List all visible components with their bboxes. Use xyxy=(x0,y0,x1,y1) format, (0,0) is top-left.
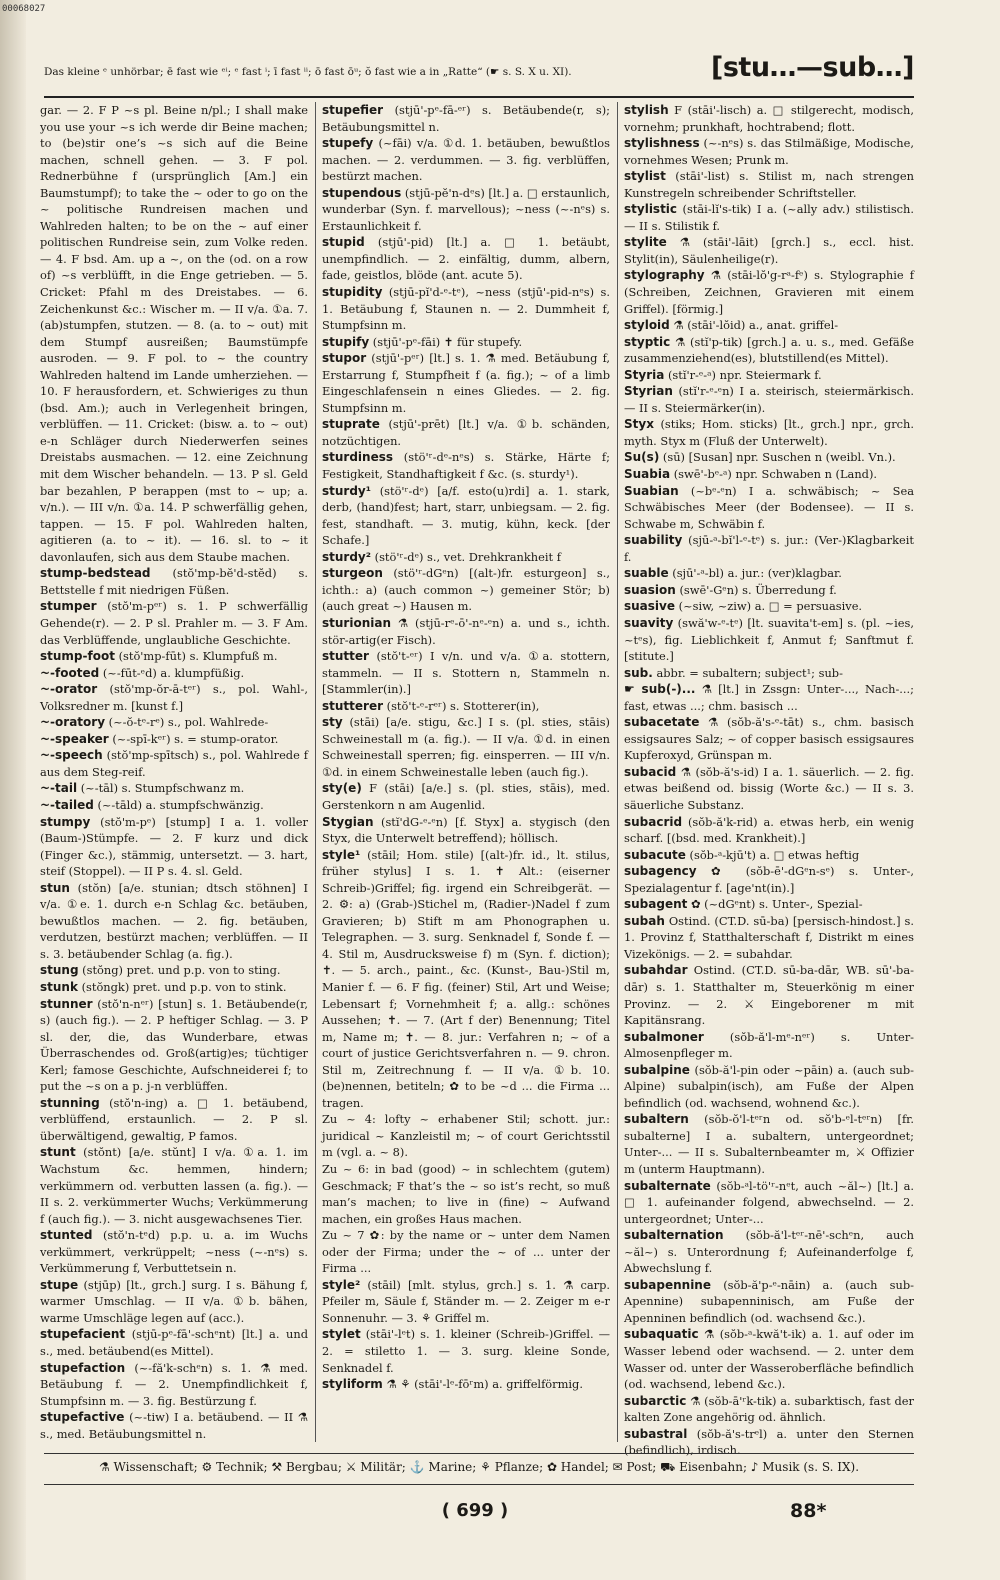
entry-definition: (stĭ'r-ᵉ-ᵃ) npr. Steiermark f. xyxy=(664,367,822,382)
column-2 xyxy=(322,102,610,1442)
dictionary-entry xyxy=(624,615,914,665)
entry-definition: (sŏb-ă'p-ᵉ-nāin) a. (auch sub-Apennine) subapenninisch, am Fuße der Apenninen befindlich (od. wachsend &c.). xyxy=(624,1277,914,1325)
entry-definition: ⚗ (sŏb-ă's-ᵉ-tāt) s., chm. basisch essigsaures Salz; ~ of copper basisch essigsaures Kupferoxyd, Grünspan m. xyxy=(624,715,914,763)
dictionary-entry xyxy=(322,714,610,780)
headword: ~-footed xyxy=(40,665,100,680)
entry-definition: (stŏ'n-ing) a. □ 1. betäubend, verblüffend, erstaunlich. — 2. P sl. überwältigend, gewaltig, P famos. xyxy=(40,1095,308,1143)
dictionary-entry xyxy=(624,416,914,449)
dictionary-entry xyxy=(624,317,914,334)
dictionary-entry xyxy=(322,449,610,482)
entry-definition: (stjū'-pᵉʳ) [lt.] s. 1. ⚗ med. Betäubung f, Erstarrung f, Stumpfheit f (a. fig.); ~ of a limb Eingeschlafensein n eines Gliedes. — 2. fig. Stumpfsinn m. xyxy=(322,351,610,415)
entry-definition: (stö'ʳ-dᵉ-nᵉs) s. Stärke, Härte f; Festigkeit, Standhaftigkeit f &c. (s. sturdy¹). xyxy=(322,450,610,482)
dictionary-entry xyxy=(40,648,308,665)
dictionary-entry xyxy=(624,483,914,533)
headword: stutter xyxy=(322,649,369,664)
headword: stunning xyxy=(40,1095,100,1110)
headword: stutterer xyxy=(322,698,384,713)
dictionary-entry xyxy=(322,780,610,813)
header-rule xyxy=(44,96,914,98)
dictionary-entry xyxy=(624,714,914,764)
entry-definition: (~-spī-kᵉʳ) s. = stump-orator. xyxy=(108,731,279,746)
entry-definition: (stŏngk) pret. und p.p. von to stink. xyxy=(77,979,287,994)
headword: subalmoner xyxy=(624,1029,704,1044)
dictionary-entry xyxy=(624,598,914,615)
dictionary-entry xyxy=(40,1144,308,1227)
entry-definition: Zu ~ 4: lofty ~ erhabener Stil; schott. jur.: juridical ~ Kanzleistil m; ~ of court Gerichtsstil m (vgl. a. ~ 8). xyxy=(322,1112,610,1160)
headword: stupefaction xyxy=(40,1360,126,1375)
dictionary-entry xyxy=(322,648,610,698)
headword: stump-bedstead xyxy=(40,566,151,581)
headword: stupefy xyxy=(322,136,374,151)
dictionary-entry xyxy=(624,383,914,416)
headword: stunk xyxy=(40,979,78,994)
dictionary-entry xyxy=(624,1111,914,1177)
dictionary-entry xyxy=(40,1326,308,1359)
entry-definition: (sŏb-ᵃ-kjū't) a. □ etwas heftig xyxy=(685,847,860,862)
entry-definition: (sŏb-ă'l-pin oder ~pāin) a. (auch sub-Alpine) subalpin(isch), am Fuße der Alpen befindlich (od. wachsend, wohnend &c.). xyxy=(624,1062,914,1110)
headword: suasive xyxy=(624,599,675,614)
entry-definition: ⚗ (stĭ'p-tik) [grch.] a. u. s., med. Gefäße zusammenziehend(es), blutstillend(es Mittel). xyxy=(624,334,914,366)
headword: stupe xyxy=(40,1277,79,1292)
column-1 xyxy=(40,102,308,1442)
entry-definition: ⚗ (sŏb-ă's-id) I a. 1. säuerlich. — 2. fig. etwas beißend od. bissig (Worte &c.) — II s. 3. säuerliche Substanz. xyxy=(624,764,914,812)
entry-definition: (stŏn) [a/e. stunian; dtsch stöhnen] I v/a. ①e. 1. durch e-n Schlag &c. betäuben, bewußtlos machen. — 2. fig. betäuben, verdutzen, bestürzt machen; verblüffen. — II s. 3. betäubender Schlag (a. fig.). xyxy=(40,880,308,961)
entry-definition: ⚗ (stāi'-lāit) [grch.] s., eccl. hist. Stylit(in), Säulenheilige(r). xyxy=(624,235,914,266)
entry-definition: abbr. = subaltern; subject¹; sub- xyxy=(652,665,843,680)
headword: subarctic xyxy=(624,1393,687,1408)
dictionary-entry xyxy=(40,665,308,682)
headword: subacetate xyxy=(624,715,700,730)
page-header xyxy=(44,52,914,92)
headword: ~-speech xyxy=(40,748,103,763)
dictionary-entry xyxy=(624,466,914,483)
entry-definition: (stö'ʳ-dᵉ) s., vet. Drehkrankheit f xyxy=(371,549,561,564)
entry-definition: (stŏ'm-pᵉ) [stump] I a. 1. voller (Baum-)Stümpfe. — 2. F kurz und dick (Finger &c.), stämmig, untersetzt. — 3. hart, steif (Stoppel). — II P s. 4. sl. Geld. xyxy=(40,814,308,879)
headword: Suabia xyxy=(624,467,671,482)
entry-definition: (stŏ'mp-fūt) s. Klumpfuß m. xyxy=(114,649,278,664)
dictionary-entry xyxy=(624,367,914,384)
headword: ☛ sub(-)... xyxy=(624,682,696,697)
entry-definition: ✿ (sŏb-ē'-dGᵉn-sᵉ) s. Unter-, Spezialagentur f. [age'nt(in).] xyxy=(624,864,914,895)
dictionary-entry xyxy=(322,1111,610,1161)
entry-definition: gar. — 2. F P ~s pl. Beine n/pl.; I shall make you use your ~s ich werde dir Beine machen; to (be)stir one’s ~s sich auf die Beine machen, schnell gehen. — 3. F pol. Rednerbühne f (ursprünglich [Am.] ein Baumstumpf); to take the ~ oder to go on the ~ politische Rundreisen machen und Wahlreden halten; to be on the ~ auf einer politischen Rundreise sein, zum Volke reden. — 4. F bsd. Am. up a ~, on the (od. on a row of) ~s verblüfft, in die Enge getrieben. — 5. Cricket: Pfahl m des Dreistabes. — 6. Zeichenkunst &c.: Wischer m. — II v/a. ①a. 7. (ab)stumpfen, stutzen. — 8. (a. to ~ out) mit dem Stumpf ausreißen; Baumstümpfe ausroden. — 9. F pol. to ~ the country Wahlreden haltend im Lande umherziehen. — 10. F herausfordern, et. Schwieriges zu thun (bsd. Am.); auch in Verlegenheit bringen, verblüffen. — 11. Cricket: (bisw. a. to ~ out) e-n Schläger durch Niederwerfen seines Dreistabs ausmachen. — 12. eine Zeichnung mit dem Wischer behandeln. — 13. P sl. Geld bar bezahlen, P berappen (mst to ~ up; a. v/n.). — III v/n. ①a. 14. P schwerfällig gehen, tappen. — 15. F pol. Wahlreden halten, agitieren (a. to ~ it). — 16. sl. to ~ it davonlaufen, sich aus dem Staube machen. xyxy=(40,103,308,564)
entry-definition: (stāi) [a/e. stigu, &c.] I s. (pl. sties, stāis) Schweinestall m (a. fig.). — II v/a. ①d. in einen Schweinestall sperren; fig. einsperren. — III v/n. ①d. in einem Schweinestalle leben (auch fig.). xyxy=(322,715,610,779)
dictionary-entry xyxy=(40,814,308,880)
dictionary-entry xyxy=(322,135,610,185)
entry-definition: (~-fūt-ᵉd) a. klumpfüßig. xyxy=(99,665,245,680)
headword: subalternate xyxy=(624,1178,711,1193)
pronunciation-key: Das kleine ᵉ unhörbar; ē fast wie ᵉⁱ; ᵉ fast ⁱ; ī fast ⁱⁱ; ō fast ōᵘ; ŏ fast wie a in „Ratte“ (☛ s. S. X u. XI). xyxy=(44,66,572,78)
headword: ~-tailed xyxy=(40,797,94,812)
headword: style¹ xyxy=(322,847,361,862)
entry-definition: (stāi-lĭ's-tik) I a. (~ally adv.) stilistisch. — II s. Stilistik f. xyxy=(624,202,914,233)
entry-definition: (sjū'-ᵃ-bl) a. jur.: (ver)klagbar. xyxy=(668,566,842,581)
headword: styptic xyxy=(624,334,671,349)
signature-mark: 88* xyxy=(790,1500,827,1522)
entry-definition: (stjū'-pᵉ-fā-ᵉʳ) s. Betäubende(r, s); Betäubungsmittel n. xyxy=(322,103,610,134)
entry-definition: (sŏb-ᵃl-tö'ʳ-nᵉt, auch ~ăl~) [lt.] a. □ 1. aufeinander folgend, abwechselnd. — 2. untergeordnet; Unter-... xyxy=(624,1178,914,1226)
entry-definition: (swă'w-ᵉ-tᵉ) [lt. suavita't-em] s. (pl. ~ies, ~tᵉs), fig. Lieblichkeit f, Anmut f; Sanftmut f. [stitute.] xyxy=(624,615,914,664)
entry-definition: (~-nᵉs) s. das Stilmäßige, Modische, vornehmes Wesen; Prunk m. xyxy=(624,136,914,167)
dictionary-entry xyxy=(322,102,610,135)
footer-rule xyxy=(44,1484,914,1485)
headword: stunt xyxy=(40,1145,76,1160)
entry-definition: (stāi'-list) s. Stilist m, nach strengen Kunstregeln schreibender Schriftsteller. xyxy=(624,169,914,200)
headword: stupor xyxy=(322,351,367,366)
entry-definition: (~-tāl) s. Stumpfschwanz m. xyxy=(77,781,245,796)
headword: styliform xyxy=(322,1377,383,1392)
entry-definition: (stiks; Hom. sticks) [lt., grch.] npr., grch. myth. Styx m (Fluß der Unterwelt). xyxy=(624,417,914,448)
page-binding-shadow xyxy=(0,0,26,1580)
headword: stupefacient xyxy=(40,1327,126,1342)
headword: stupify xyxy=(322,334,370,349)
entry-definition: (stŏnt) [a/e. stŭnt] I v/a. ①a. 1. im Wachstum &c. hemmen, hindern; verkümmern od. verbutten lassen (a. fig.). — II s. 2. verkümmerter Wuchs; Verkümmerung f (auch fig.). — 3. nicht ausgewachsenes Tier. xyxy=(40,1145,308,1226)
entry-definition: (~-tāld) a. stumpfschwänzig. xyxy=(93,797,264,812)
headword: Su(s) xyxy=(624,450,660,465)
entry-definition: (stŏng) pret. und p.p. von to sting. xyxy=(78,963,281,978)
entry-definition: (stĭ'r-ᵉ-ᵉn) I a. steirisch, steiermärkisch. — II s. Steiermärker(in). xyxy=(624,384,914,415)
headword: sturgeon xyxy=(322,566,383,581)
entry-definition: ⚗ (stāi-lŏ'g-rᵃ-fᵉ) s. Stylographie f (Schreiben, Zeichnen, Gravieren mit einem Griffel). [förmig.] xyxy=(624,268,914,316)
entry-definition: (stjū-pᵉ-fā'-schᵉnt) [lt.] a. und s., med. betäubend(es Mittel). xyxy=(40,1327,308,1359)
dictionary-entry xyxy=(40,797,308,814)
headword: stylet xyxy=(322,1327,361,1342)
headword: Styrian xyxy=(624,384,673,399)
dictionary-entry xyxy=(322,565,610,615)
headword: stunted xyxy=(40,1228,93,1243)
dictionary-entry xyxy=(40,714,308,731)
entry-definition: (stāil; Hom. stile) [(alt-)fr. id., lt. stilus, früher stylus] I s. 1. ✝ Alt.: (eiserner Schreib-)Griffel; fig. irgend ein Schreibgerät. — 2. ⚙: a) (Grab-)Stichel m, (Radier-)Nadel f zum Gravieren; b) Stift m am Phonographen u. Telegraphen. — 3. surg. Senknadel f, Sonde f. — 4. Stil m, Ausdrucksweise f) m (Syn. f. diction); ✝. — 5. arch., paint., &c. (Kunst-, Bau-)Stil m, Manier f. — 6. F fig. (feiner) Stil, Art und Weise; Lebensart f; Vornehmheit f; a. allg.: schönes Aussehen; ✝. — 7. (Art f der) Benennung; Titel m, Name m; ✝. — 8. jur.: Verfahren n; ~ of a court of justice Gerichtsverfahren n. — 9. chron. Stil m, Zeitrechnung f. — II v/a. ①b. 10. (be)nennen, betiteln; ✿ to be ~d ... die Firma ... tragen. xyxy=(322,847,610,1110)
dictionary-entry xyxy=(322,698,610,715)
dictionary-entry xyxy=(624,1326,914,1392)
dictionary-entry xyxy=(322,350,610,416)
headword: sturionian xyxy=(322,615,391,630)
headword: sturdy¹ xyxy=(322,483,372,498)
dictionary-entry xyxy=(40,681,308,714)
dictionary-entry xyxy=(322,334,610,351)
headword: stumper xyxy=(40,599,97,614)
column-divider xyxy=(617,102,618,1442)
headword: ~-orator xyxy=(40,682,98,697)
entry-definition: (sū) [Susan] npr. Suschen n (weibl. Vn.). xyxy=(659,450,896,465)
dictionary-entry xyxy=(40,747,308,780)
entry-definition: ⚗ (sŏb-ā'ʳk-tik) a. subarktisch, fast der kalten Zone angehörig od. ähnlich. xyxy=(624,1393,914,1425)
entry-definition: (stŏ'n-nᵉʳ) [stun] s. 1. Betäubende(r, s) (auch fig.). — 2. P heftiger Schlag. — 3. P sl. der, die, das Wunderbare, etwas Überraschendes od. Groß(artig)es; tüchtiger Kerl; famose Geschichte, Aufschneiderei f; to put the ~s on a p. j-n verblüffen. xyxy=(40,996,308,1094)
headword: subalternation xyxy=(624,1228,724,1243)
headword: stylistic xyxy=(624,202,678,217)
headword: subalpine xyxy=(624,1062,690,1077)
headword: subaquatic xyxy=(624,1327,699,1342)
dictionary-entry xyxy=(624,1178,914,1228)
headword: stung xyxy=(40,963,79,978)
headword: subahdar xyxy=(624,963,688,978)
dictionary-entry xyxy=(40,1360,308,1410)
entry-definition: (stāi'-lᵉt) s. 1. kleiner (Schreib-)Griffel. — 2. = stiletto 1. — 3. surg. kleine Sonde, Senknadel f. xyxy=(322,1327,610,1375)
dictionary-entry xyxy=(40,979,308,996)
dictionary-entry xyxy=(624,814,914,847)
entry-definition: (stjūp) [lt., grch.] surg. I s. Bähung f, warmer Umschlag. — II v/a. ①b. bähen, warme Umschläge legen auf (acc.). xyxy=(40,1277,308,1325)
headword: Suabian xyxy=(624,483,679,498)
headword: sub. xyxy=(624,665,653,680)
page-number: ( 699 ) xyxy=(441,1500,509,1521)
entry-definition: (sŏb-ă'k-rid) a. etwas herb, ein wenig scharf. [(bsd. med. Krankheit).] xyxy=(624,814,914,846)
dictionary-entry xyxy=(322,814,610,847)
dictionary-entry xyxy=(624,565,914,582)
dictionary-entry xyxy=(624,102,914,135)
headword: ~-speaker xyxy=(40,731,109,746)
entry-definition: (sŏb-ă's-trᵉl) a. unter den Sternen (befindlich), irdisch. xyxy=(624,1426,914,1458)
dictionary-entry xyxy=(624,201,914,234)
dictionary-entry xyxy=(624,863,914,896)
symbol-legend: ⚗ Wissenschaft; ⚙ Technik; ⚒ Bergbau; ⚔ Militär; ⚓ Marine; ⚘ Pflanze; ✿ Handel; ✉ Post; ⛟ Eisenbahn; ♪ Musik (s. S. IX). xyxy=(98,1460,860,1474)
headword: sty xyxy=(322,715,343,730)
entry-definition: Zu ~ 7 ✿: by the name or ~ unter dem Namen oder der Firma; under the ~ of ... unter der Firma ... xyxy=(322,1228,610,1276)
dictionary-entry xyxy=(40,102,308,565)
headword: suable xyxy=(624,566,669,581)
dictionary-entry xyxy=(624,681,914,714)
entry-definition: (swē'-Gᵉn) s. Überredung f. xyxy=(675,582,837,597)
dictionary-entry xyxy=(322,1161,610,1227)
headword: stupefier xyxy=(322,103,384,117)
entry-definition: (sŏb-ă'l-mᵉ-nᵉʳ) s. Unter-Almosenpfleger m. xyxy=(624,1029,914,1061)
headword: stun xyxy=(40,880,70,895)
dictionary-entry xyxy=(624,1227,914,1277)
entry-definition: Ostind. (CT.D. sū-ba-dār, WB. sū'-ba-dār) s. 1. Statthalter m, Steuerkönig m einer Provinz. — 2. ⚔ Eingeborener m mit Kapitänsrang. xyxy=(624,963,914,1028)
dictionary-entry xyxy=(624,234,914,267)
dictionary-entry xyxy=(624,962,914,1028)
headword: Stygian xyxy=(322,814,374,829)
entry-definition: (stŏ't-ᵉʳ) I v/n. und v/a. ①a. stottern, stammeln. — II s. Stottern n, Stammeln n. [Stammler(in).] xyxy=(322,649,610,697)
dictionary-entry xyxy=(624,896,914,913)
entry-definition: (stjū'-pᵉ-fāi) ✝ für stupefy. xyxy=(369,334,523,349)
dictionary-entry xyxy=(40,1227,308,1277)
entry-definition: (sjū-ᵃ-bĭ'l-ᵉ-tᵉ) s. jur.: (Ver-)Klagbarkeit f. xyxy=(624,533,914,564)
dictionary-entry xyxy=(624,582,914,599)
headword: stylography xyxy=(624,268,705,283)
dictionary-entry xyxy=(322,483,610,549)
headword: suavity xyxy=(624,615,674,630)
column-divider xyxy=(315,102,316,1442)
headword: sturdiness xyxy=(322,450,394,465)
entry-definition: (~bᵉ-ᵉn) I a. schwäbisch; ~ Sea Schwäbisches Meer (der Bodensee). — II s. Schwabe m, Schwäbin f. xyxy=(624,483,914,531)
entry-definition: (swē'-bᵉ-ᵃ) npr. Schwaben n (Land). xyxy=(670,467,878,482)
headword: stuprate xyxy=(322,417,380,432)
dictionary-entry xyxy=(624,267,914,317)
entry-definition: F (stāi) [a/e.] s. (pl. sties, stāis), med. Gerstenkorn n am Augenlid. xyxy=(322,781,610,812)
dictionary-entry xyxy=(624,334,914,367)
dictionary-entry xyxy=(322,1376,610,1393)
headword: subacrid xyxy=(624,814,683,829)
headword: sturdy² xyxy=(322,549,372,564)
headword: stunner xyxy=(40,996,93,1011)
dictionary-entry xyxy=(624,168,914,201)
dictionary-entry xyxy=(624,449,914,466)
entry-definition: (~-ŏ-tᵉ-rᵉ) s., pol. Wahlrede- xyxy=(105,715,269,730)
headword: stylish xyxy=(624,103,669,117)
entry-definition: (~fāi) v/a. ①d. 1. betäuben, bewußtlos machen. — 2. verdummen. — 3. fig. verblüffen, bestürzt machen. xyxy=(322,136,610,184)
headword: style² xyxy=(322,1277,361,1292)
entry-definition: F (stāi'-lisch) a. □ stilgerecht, modisch, vornehm; prunkhaft, hochtrabend; flott. xyxy=(624,103,914,134)
entry-definition: Ostind. (CT.D. sū-ba) [persisch-hindost.] s. 1. Provinz f, Statthalterschaft f, Distrikt m eines Vizekönigs. — 2. = subahdar. xyxy=(624,913,914,961)
headword: styloid xyxy=(624,318,670,333)
headword: ~-oratory xyxy=(40,715,106,730)
entry-definition: (stāil) [mlt. stylus, grch.] s. 1. ⚗ carp. Pfeiler m, Säule f, Ständer m. — 2. Zeiger m e-r Sonnenuhr. — 3. ⚘ Griffel m. xyxy=(322,1277,610,1325)
entry-definition: (~-fă'k-schᵉn) s. 1. ⚗ med. Betäubung f. — 2. Unempfindlichkeit f, Stumpfsinn m. — 3. fig. Bestürzung f. xyxy=(40,1360,308,1408)
dictionary-entry xyxy=(40,1409,308,1442)
entry-definition: (stö'ʳ-dᵉ) [a/f. esto(u)rdi] a. 1. stark, derb, (hand)fest; hart, starr, unbiegsam. — 2. fig. fest, standhaft. — 3. mutig, kühn, keck. [der Schafe.] xyxy=(322,483,610,548)
headword: subastral xyxy=(624,1426,688,1441)
entry-definition: (stjū'-pid) [lt.] a. □ 1. betäubt, unempfindlich. — 2. einfältig, dumm, albern, fade, geistlos, blöde (ant. acute 5). xyxy=(322,235,610,283)
entry-definition: ⚗ (stāi'-lŏid) a., anat. griffel- xyxy=(669,318,839,333)
entry-definition: ⚗ (sŏb-ᵃ-kwă't-ik) a. 1. auf oder im Wasser lebend oder wachsend. — 2. unter dem Wasser od. unter der Wasseroberfläche befindlich (od. wachsend, lebend &c.). xyxy=(624,1327,914,1392)
entry-definition: (stŏ'mp-ŏr-ā-tᵉʳ) s., pol. Wahl-, Volksredner m. [kunst f.] xyxy=(40,682,308,713)
dictionary-entry xyxy=(40,1277,308,1327)
entry-definition: (stŏ'mp-spītsch) s., pol. Wahlrede f aus dem Steg-reif. xyxy=(40,748,308,779)
dictionary-entry xyxy=(40,962,308,979)
headword: ~-tail xyxy=(40,781,78,796)
entry-definition: (stŏ'm-pᵉʳ) s. 1. P schwerfällig Gehende(r). — 2. P sl. Prahler m. — 3. F Am. das Verblüffende, unglaubliche Geschichte. xyxy=(40,599,308,647)
headword: subacid xyxy=(624,764,677,779)
entry-definition: ⚗ (stjū-rᵉ-ō'-nᵉ-ᵉn) a. und s., ichth. stör-artig(er Fisch). xyxy=(322,615,610,647)
entry-definition: ⚗ [lt.] in Zssgn: Unter-..., Nach-...; fast, etwas ...; chm. basisch ... xyxy=(624,682,914,713)
dictionary-entry xyxy=(322,1227,610,1277)
dictionary-entry xyxy=(40,880,308,963)
headword: subapennine xyxy=(624,1277,711,1292)
dictionary-entry xyxy=(322,615,610,648)
headword: subagent xyxy=(624,897,688,912)
dictionary-entry xyxy=(322,284,610,334)
dictionary-entry xyxy=(322,1277,610,1327)
dictionary-entry xyxy=(624,1062,914,1112)
headword: stylist xyxy=(624,169,666,184)
entry-definition: (stjū'-prēt) [lt.] v/a. ①b. schänden, notzüchtigen. xyxy=(322,417,610,448)
entry-definition: (stŏ'n-tᵉd) p.p. u. a. im Wuchs verkümmert, verkrüppelt; ~ness (~-nᵉs) s. Verkümmerung f, Verbuttetsein n. xyxy=(40,1228,308,1276)
dictionary-entry xyxy=(624,135,914,168)
entry-definition: (stŏ'mp-bĕ'd-stĕd) s. Bettstelle f mit niedrigen Füßen. xyxy=(40,566,308,597)
column-3 xyxy=(624,102,914,1458)
dictionary-entry xyxy=(624,1393,914,1426)
headword-range: [stu…—sub…] xyxy=(711,52,914,83)
headword: sty(e) xyxy=(322,781,362,796)
dictionary-entry xyxy=(322,1326,610,1376)
dictionary-entry xyxy=(322,234,610,284)
entry-definition: (stjū-pĕ'n-dᵉs) [lt.] a. □ erstaunlich, wunderbar (Syn. f. marvellous); ~ness (~-nᵉs) s. Erstaunlichkeit f. xyxy=(322,185,610,233)
headword: stylishness xyxy=(624,136,700,151)
headword: stupid xyxy=(322,235,365,250)
entry-definition: ✿ (~dGᵉnt) s. Unter-, Spezial- xyxy=(687,897,863,912)
dictionary-entry xyxy=(322,416,610,449)
entry-definition: Zu ~ 6: in bad (good) ~ in schlechtem (gutem) Geschmack; F that’s the ~ so ist’s recht, so muß man’s machen; to live in (fine) ~ Aufwand machen, ein großes Haus machen. xyxy=(322,1162,610,1226)
entry-definition: (stŏ't-ᵉ-rᵉʳ) s. Stotterer(in), xyxy=(383,698,540,713)
dictionary-entry xyxy=(40,780,308,797)
entry-definition: ⚗ ⚘ (stāi'-lᵉ-fōʳm) a. griffelförmig. xyxy=(382,1377,583,1392)
headword: subah xyxy=(624,913,665,928)
dictionary-entry xyxy=(40,565,308,598)
headword: stylite xyxy=(624,235,667,250)
dictionary-entry xyxy=(624,532,914,565)
entry-definition: (stĭ'dG-ᵉ-ᵉn) [f. Styx] a. stygisch (den Styx, die Unterwelt betreffend); höllisch. xyxy=(322,814,610,846)
headword: suability xyxy=(624,533,683,548)
dictionary-entry xyxy=(624,665,914,682)
dictionary-entry xyxy=(40,731,308,748)
headword: suasion xyxy=(624,582,676,597)
entry-definition: (~siw, ~ziw) a. □ = persuasive. xyxy=(675,599,863,614)
headword: subaltern xyxy=(624,1112,689,1127)
headword: stupefactive xyxy=(40,1410,125,1425)
headword: stupendous xyxy=(322,185,402,200)
entry-definition: (sŏb-ŏ'l-tᵉʳn od. sŏ'b-ᵉl-tᵉʳn) [fr. subalterne] I a. subaltern, untergeordnet; Unter-... — II s. Subalternbeamter m, ⚔ Offizier m (unterm Hauptmann). xyxy=(624,1112,914,1176)
dictionary-entry xyxy=(624,847,914,864)
dictionary-entry xyxy=(322,549,610,566)
entry-definition: (~-tiw) I a. betäubend. — II ⚗ s., med. Betäubungsmittel n. xyxy=(40,1410,308,1441)
dictionary-entry xyxy=(624,913,914,963)
headword: Styx xyxy=(624,417,654,432)
entry-definition: (sŏb-ă'l-tᵉʳ-nē'-schᵉn, auch ~ăl~) s. Unterordnung f; Aufeinanderfolge f, Abwechslung f. xyxy=(624,1228,914,1276)
headword: stump-foot xyxy=(40,649,115,664)
footer-rule xyxy=(44,1453,914,1454)
dictionary-entry xyxy=(322,847,610,1112)
dictionary-entry xyxy=(624,1029,914,1062)
dictionary-entry xyxy=(40,1095,308,1145)
headword: Styria xyxy=(624,367,665,382)
headword: stumpy xyxy=(40,814,91,829)
headword: subagency xyxy=(624,864,697,879)
dictionary-entry xyxy=(322,185,610,235)
entry-definition: (stjū-pĭ'd-ᵉ-tᵉ), ~ness (stjū'-pid-nᵉs) s. 1. Betäubung f, Staunen n. — 2. Dummheit f, Stumpfsinn m. xyxy=(322,285,610,333)
headword: subacute xyxy=(624,847,686,862)
dictionary-entry xyxy=(624,1277,914,1327)
scan-id: 00068027 xyxy=(2,4,46,14)
dictionary-entry xyxy=(624,764,914,814)
entry-definition: (stö'ʳ-dGᵉn) [(alt-)fr. esturgeon] s., ichth.: a) (auch common ~) gemeiner Stör; b) (auch great ~) Hausen m. xyxy=(322,566,610,614)
dictionary-entry xyxy=(40,996,308,1095)
headword: stupidity xyxy=(322,285,383,300)
dictionary-entry xyxy=(40,598,308,648)
